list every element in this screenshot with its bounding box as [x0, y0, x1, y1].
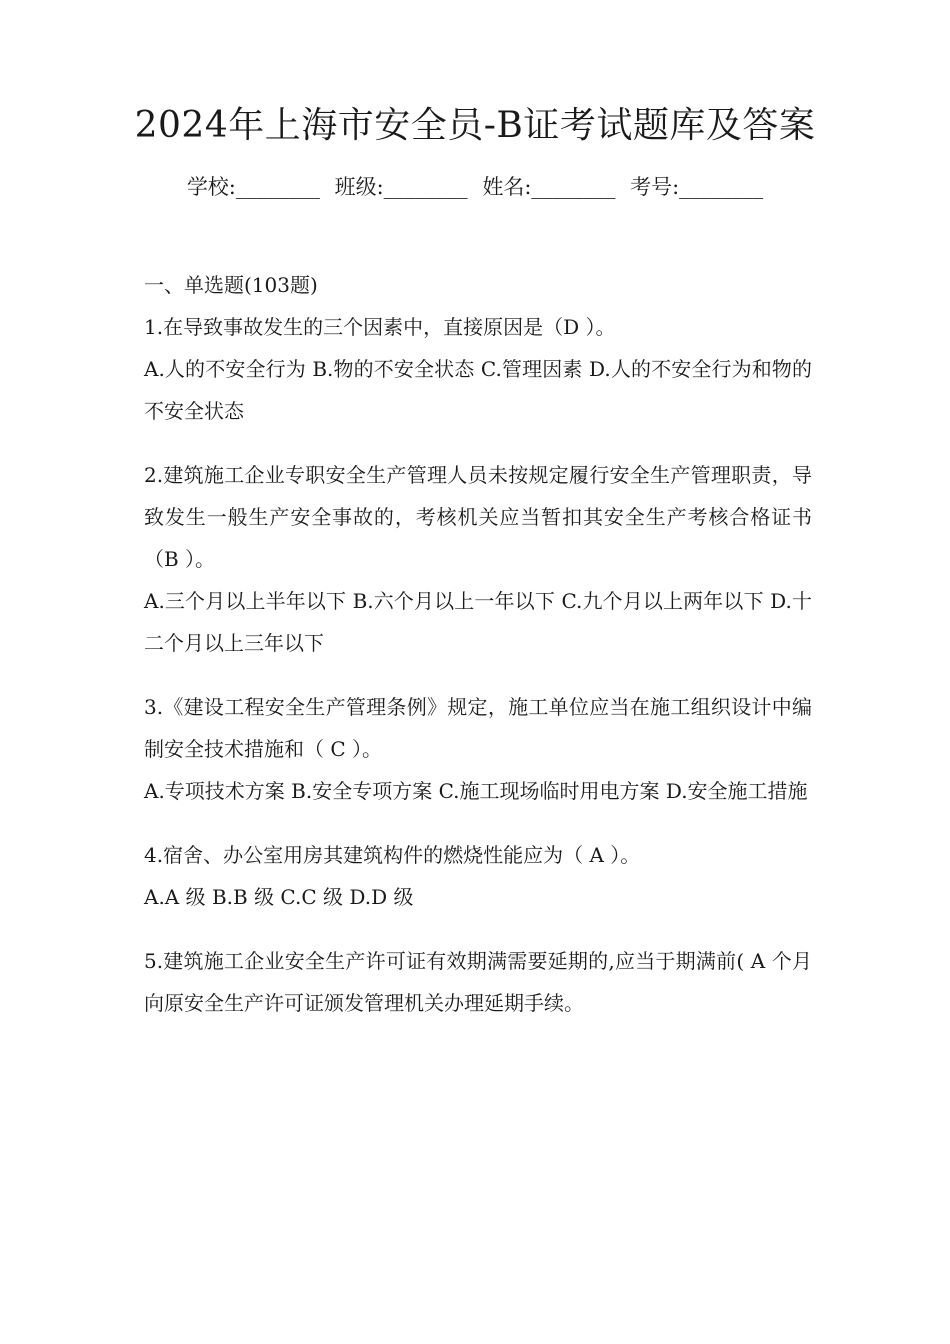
question-stem: 4.宿舍、办公室用房其建筑构件的燃烧性能应为（ A ）。 — [144, 843, 641, 867]
student-info-line — [0, 170, 950, 204]
question-3 — [144, 686, 812, 812]
question-5 — [144, 940, 812, 1024]
question-stem: 3.《建设工程安全生产管理条例》规定，施工单位应当在施工组织设计中编制安全技术措施和（ C ）。 — [144, 695, 812, 761]
document-title: 2024年上海市安全员-B证考试题库及答案 — [134, 105, 816, 146]
name-field: 姓名:________ — [482, 175, 616, 199]
question-stem: 5.建筑施工企业安全生产许可证有效期满需要延期的,应当于期满前( A 个月向原安全生产许可证颁发管理机关办理延期手续。 — [144, 949, 812, 1015]
school-field: 学校:________ — [186, 175, 320, 199]
question-stem: 1.在导致事故发生的三个因素中，直接原因是（D ）。 — [144, 315, 616, 339]
class-field: 班级:________ — [334, 175, 468, 199]
question-options: A.A 级 B.B 级 C.C 级 D.D 级 — [144, 885, 414, 909]
question-options: A.专项技术方案 B.安全专项方案 C.施工现场临时用电方案 D.安全施工措施 — [144, 779, 808, 803]
section-title: 一、单选题(103题) — [144, 273, 318, 297]
document-body — [144, 264, 812, 1024]
question-options: A.三个月以上半年以下 B.六个月以上一年以下 C.九个月以上两年以下 D.十二个月以上三年以下 — [144, 589, 812, 655]
exam-number-field: 考号:________ — [630, 175, 764, 199]
question-4 — [144, 834, 812, 918]
question-options: A.人的不安全行为 B.物的不安全状态 C.管理因素 D.人的不安全行为和物的不安全状态 — [144, 357, 812, 423]
question-stem: 2.建筑施工企业专职安全生产管理人员未按规定履行安全生产管理职责，导致发生一般生产安全事故的，考核机关应当暂扣其安全生产考核合格证书（B ）。 — [144, 463, 812, 571]
question-1 — [144, 306, 812, 432]
question-2 — [144, 454, 812, 664]
